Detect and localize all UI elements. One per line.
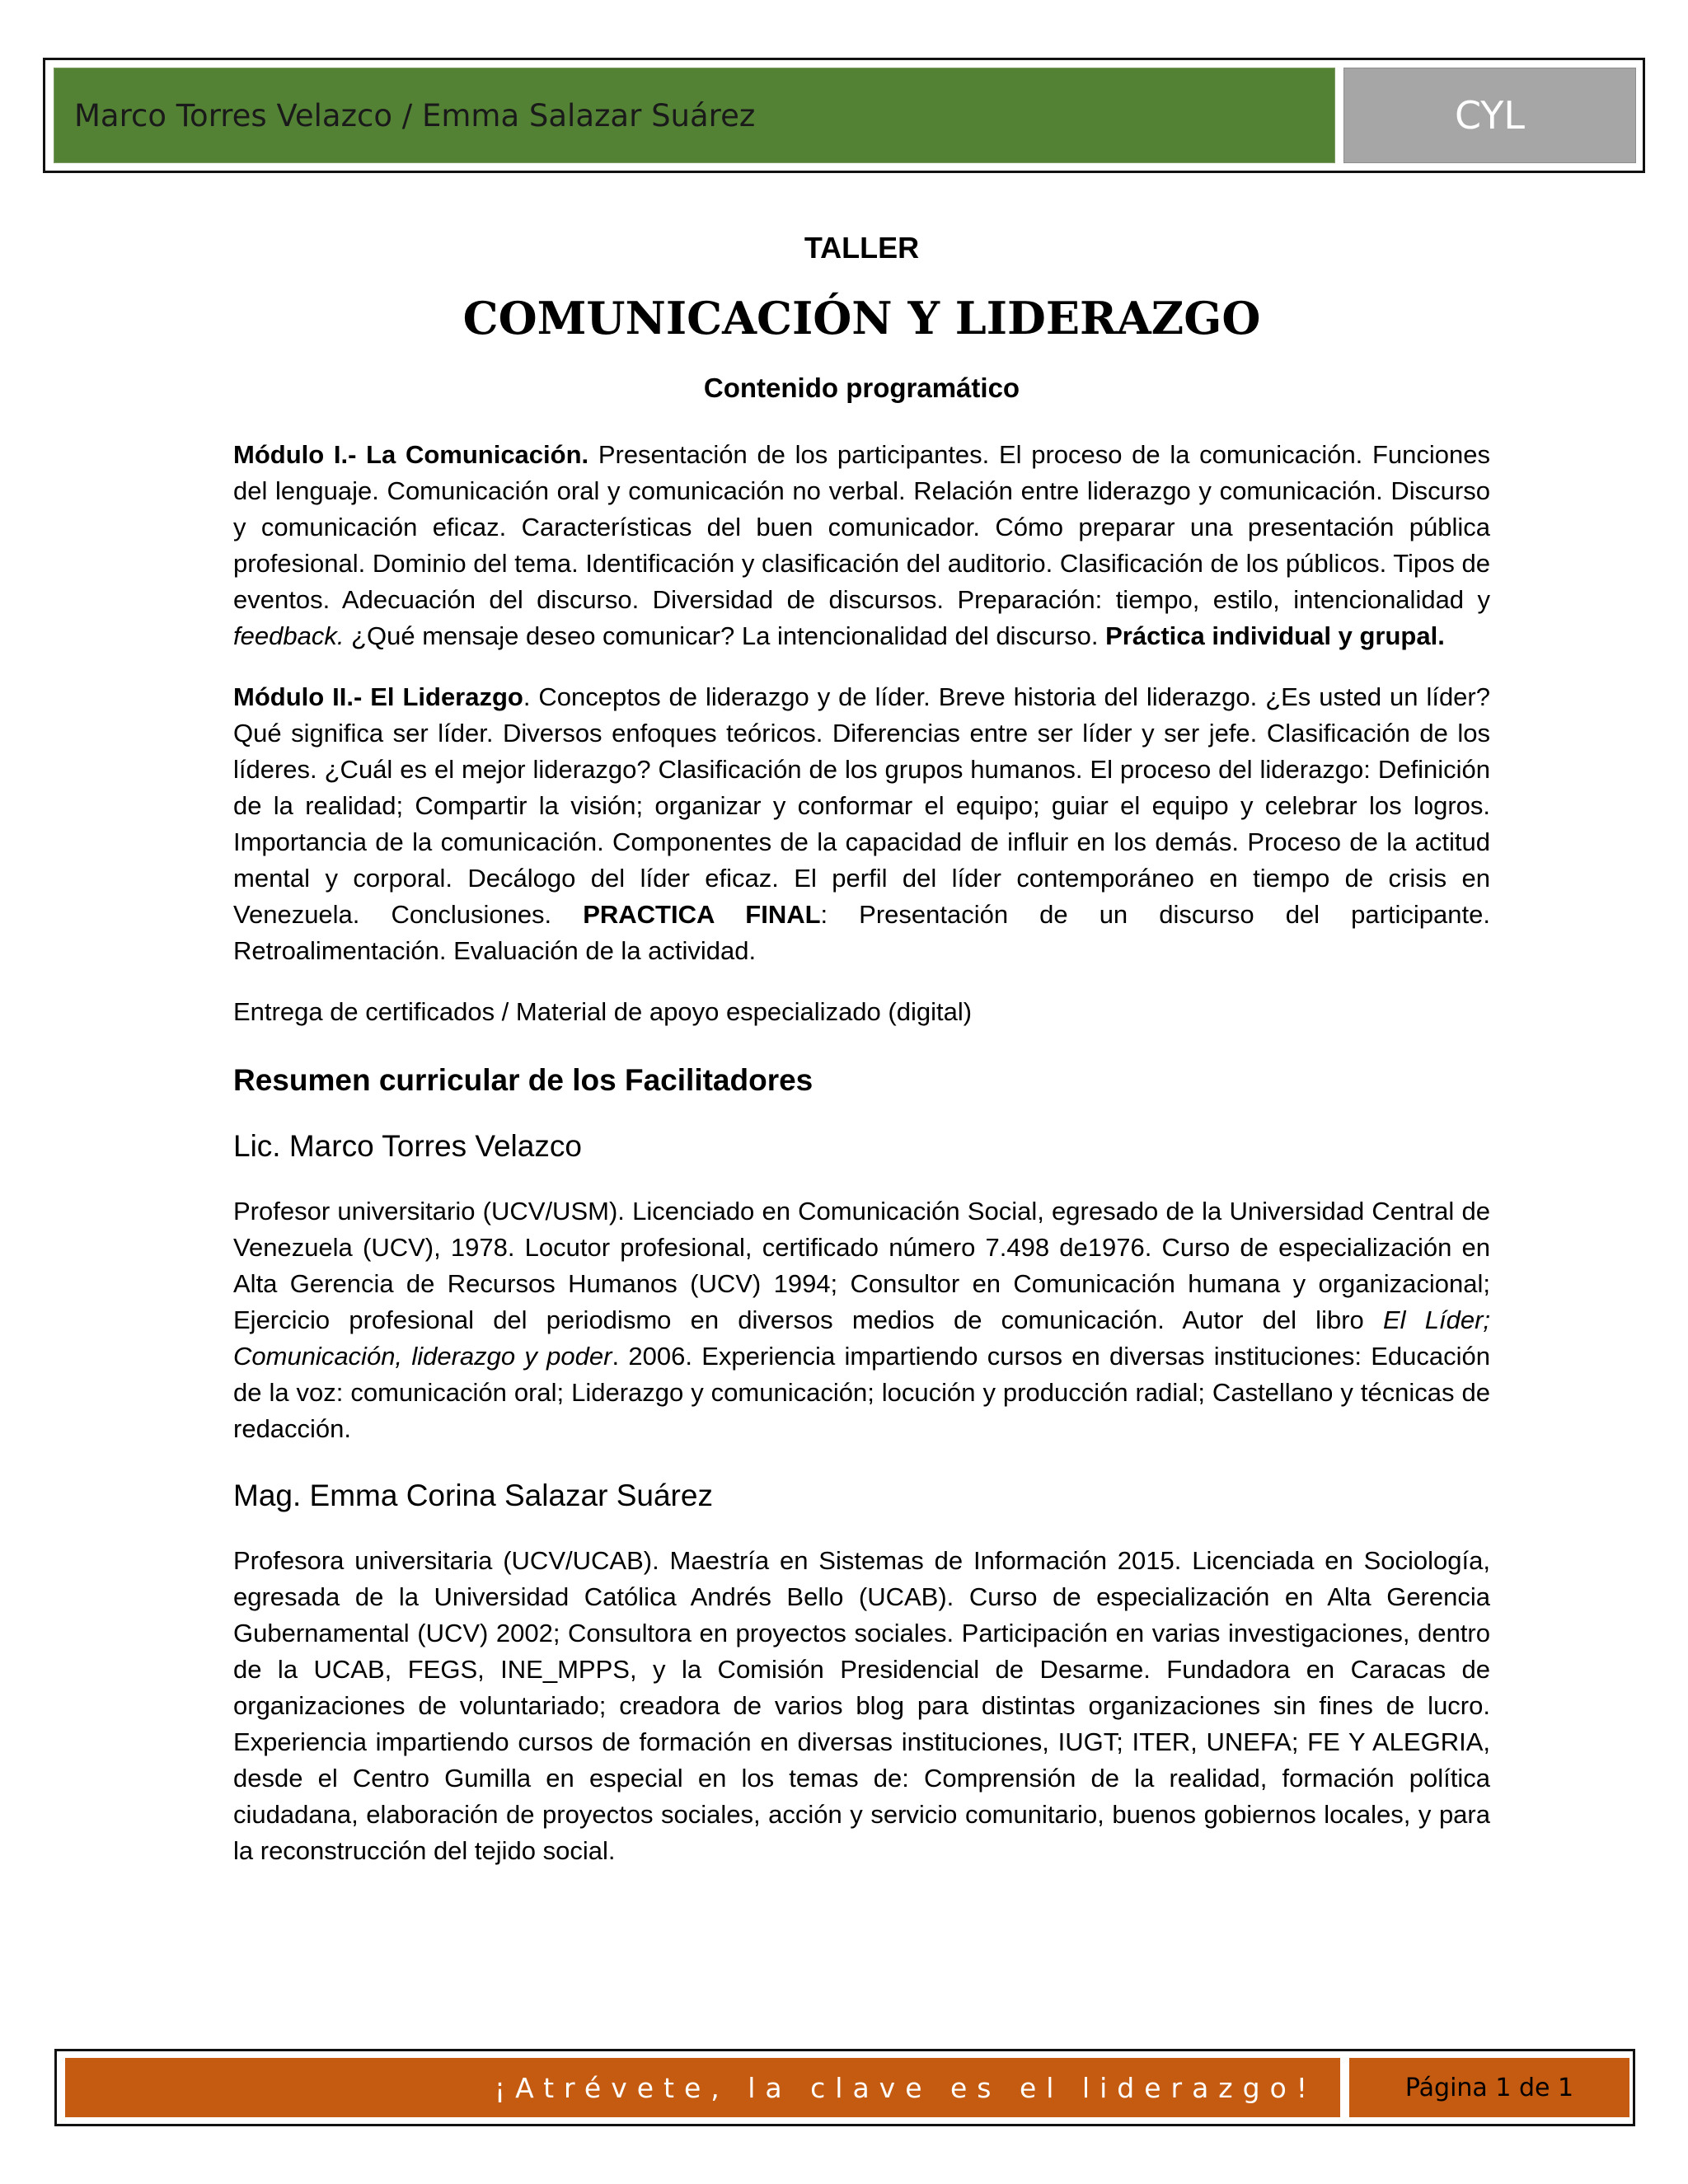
- facilitator-2-bio: Profesora universitaria (UCV/UCAB). Maestría en Sistemas de Información 2015. Licenciada en Sociología, egresada de la Universidad Católica Andrés Bello (UCAB). Curso de especialización en Alta Gerencia Gubernamental (UCV) 2002; Consultora en proyectos sociales. Participación en varias investigaciones, dentro de la UCAB, FEGS, INE_MPPS, y la Comisión Presidencial de Desarme. Fundadora en Caracas de organizaciones de voluntariado; creadora de varios blog para distintas organizaciones sin fines de lucro. Experiencia impartiendo cursos de formación en diversas instituciones, IUGT; ITER, UNEFA; FE Y ALEGRIA, desde el Centro Gumilla en especial en los temas de: Comprensión de la realidad, formación política ciudadana, elaboración de proyectos sociales, acción y servicio comunitario, buenos gobiernos locales, y para la reconstrucción del tejido social.: [233, 1546, 1490, 1865]
- page-number: Página 1 de 1: [1349, 2058, 1629, 2117]
- delivery-line: Entrega de certificados / Material de apoyo especializado (digital): [233, 997, 973, 1026]
- module-1-text-cont: ¿Qué mensaje deseo comunicar? La intencionalidad del discurso.: [344, 621, 1106, 650]
- module-2-text: . Conceptos de liderazgo y de líder. Breve historia del liderazgo. ¿Es usted un líder? Qué significa ser líder. Diversos enfoques teóricos. Diferencias entre ser líder y ser jefe. Clasificación de los líderes. ¿Cuál es el mejor liderazgo? Clasificación de los grupos humanos. El proceso del liderazgo: Definición de la realidad; Compartir la visión; organizar y conformar el equipo; guiar el equipo y celebrar los logros. Importancia de la comunicación. Componentes de la capacidad de influir en los demás. Proceso de la actitud mental y corporal. Decálogo del líder eficaz. El perfil del líder contemporáneo en tiempo de crisis en Venezuela. Conclusiones.: [233, 682, 1490, 929]
- facilitator-1-bio-text-cont: . 2006. Experiencia impartiendo cursos en diversas instituciones: Educación de la voz: comunicación oral; Liderazgo y comunicación; locución y producción radial; Castellano y técnicas de redacción.: [233, 1342, 1491, 1443]
- page-footer: [54, 2049, 1635, 2126]
- module-2-label: Módulo II.- El Liderazgo: [233, 682, 523, 711]
- facilitator-1-bio-text: Profesor universitario (UCV/USM). Licenciado en Comunicación Social, egresado de la Universidad Central de Venezuela (UCV), 1978. Locutor profesional, certificado número 7.498 de1976. Curso de especialización en Alta Gerencia de Recursos Humanos (UCV) 1994; Consultor en Comunicación humana y organizacional; Ejercicio profesional del periodismo en diversos medios de comunicación. Autor del libro: [233, 1197, 1490, 1334]
- facilitator-1-book: El Líder; Comunicación, liderazgo y poder: [233, 1305, 1490, 1371]
- facilitator-1-name: Lic. Marco Torres Velazco: [233, 1129, 582, 1163]
- facilitator-1-bio: [233, 1193, 1490, 1447]
- facilitator-2-name: Mag. Emma Corina Salazar Suárez: [233, 1479, 713, 1512]
- module-1-label: Módulo I.- La Comunicación.: [233, 440, 589, 469]
- facilitators-heading: Resumen curricular de los Facilitadores: [233, 1063, 814, 1097]
- document-kicker: TALLER: [804, 231, 920, 265]
- document-body: [233, 221, 1490, 1869]
- module-2-text-cont: : Presentación de un discurso del participante. Retroalimentación. Evaluación de la actividad.: [233, 900, 1490, 965]
- module-1-closing: Práctica individual y grupal.: [1105, 621, 1445, 650]
- module-1-paragraph: [233, 437, 1490, 654]
- header-code: CYL: [1343, 68, 1636, 163]
- header-authors: Marco Torres Velazco / Emma Salazar Suárez: [54, 68, 1335, 163]
- module-1-feedback: feedback.: [233, 621, 345, 650]
- page-header: [43, 58, 1645, 173]
- footer-slogan: ¡Atrévete, la clave es el liderazgo!: [65, 2058, 1340, 2117]
- module-2-paragraph: [233, 679, 1490, 969]
- module-2-final: PRACTICA FINAL: [583, 900, 821, 929]
- module-1-text: Presentación de los participantes. El proceso de la comunicación. Funciones del lenguaje. Comunicación oral y comunicación no verbal. Relación entre liderazgo y comunicación. Discurso y comunicación eficaz. Características del buen comunicador. Cómo preparar una presentación pública profesional. Dominio del tema. Identificación y clasificación del auditorio. Clasificación de los públicos. Tipos de eventos. Adecuación del discurso. Diversidad de discursos. Preparación: tiempo, estilo, intencionalidad y: [233, 440, 1491, 614]
- document-subtitle: Contenido programático: [703, 373, 1020, 403]
- document-title: COMUNICACIÓN Y LIDERAZGO: [462, 292, 1261, 344]
